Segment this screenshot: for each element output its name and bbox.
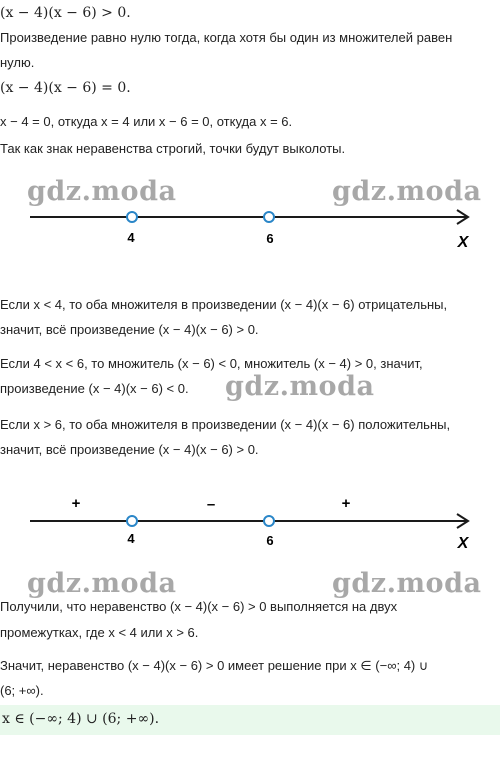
watermark: gdz.moda — [27, 568, 177, 599]
case-line: Если x < 4, то оба множителя в произведении (x − 4)(x − 6) отрицательны, — [0, 297, 448, 312]
conclusion-line: промежутках, где x < 4 или x > 6. — [0, 625, 199, 640]
case-line: Если x > 6, то оба множителя в произведении (x − 4)(x − 6) положительны, — [0, 417, 451, 432]
answer-text: x ∈ (−∞; 4) ∪ (6; +∞). — [2, 711, 160, 727]
conclusion-line: Получили, что неравенство (x − 4)(x − 6) > 0 выполняется на двух — [0, 599, 398, 614]
open-point-4 — [127, 212, 137, 222]
case-line: Если 4 < x < 6, то множитель (x − 6) < 0, множитель (x − 4) > 0, значит, — [0, 356, 423, 371]
conclusion-line: Значит, неравенство (x − 4)(x − 6) > 0 имеет решение при x ∈ (−∞; 4) ∪ — [0, 658, 429, 673]
tick-label-4: 4 — [127, 230, 135, 245]
watermark: gdz.moda — [332, 568, 482, 599]
tick-label-4: 4 — [127, 531, 135, 546]
tick-label-6: 6 — [266, 231, 274, 246]
open-point-6 — [264, 516, 274, 526]
number-line-2 — [0, 492, 500, 552]
inequality-line: (x − 4)(x − 6) > 0. — [0, 5, 131, 21]
watermark: gdz.moda — [225, 371, 375, 402]
watermark: gdz.moda — [332, 176, 482, 207]
conclusion-line: (6; +∞). — [0, 683, 44, 698]
answer-box — [0, 705, 500, 735]
sign-plus-right: + — [341, 495, 351, 512]
tick-label-6: 6 — [266, 533, 274, 548]
text-line: Произведение равно нулю тогда, когда хотя бы один из множителей равен — [0, 30, 453, 45]
open-point-4 — [127, 516, 137, 526]
watermark: gdz.moda — [27, 176, 177, 207]
sign-minus: – — [206, 496, 216, 513]
axis-variable: X — [457, 234, 469, 251]
roots-line: x − 4 = 0, откуда x = 4 или x − 6 = 0, откуда x = 6. — [0, 114, 293, 129]
case-line: значит, всё произведение (x − 4)(x − 6) > 0. — [0, 322, 259, 337]
open-point-6 — [264, 212, 274, 222]
case-line: произведение (x − 4)(x − 6) < 0. — [0, 381, 189, 396]
equation-line: (x − 4)(x − 6) = 0. — [0, 80, 131, 96]
axis-variable: X — [457, 535, 469, 552]
case-line: значит, всё произведение (x − 4)(x − 6) > 0. — [0, 442, 259, 457]
text-line: Так как знак неравенства строгий, точки будут выколоты. — [0, 141, 346, 156]
text-line: нулю. — [0, 55, 35, 70]
sign-plus-left: + — [71, 495, 81, 512]
